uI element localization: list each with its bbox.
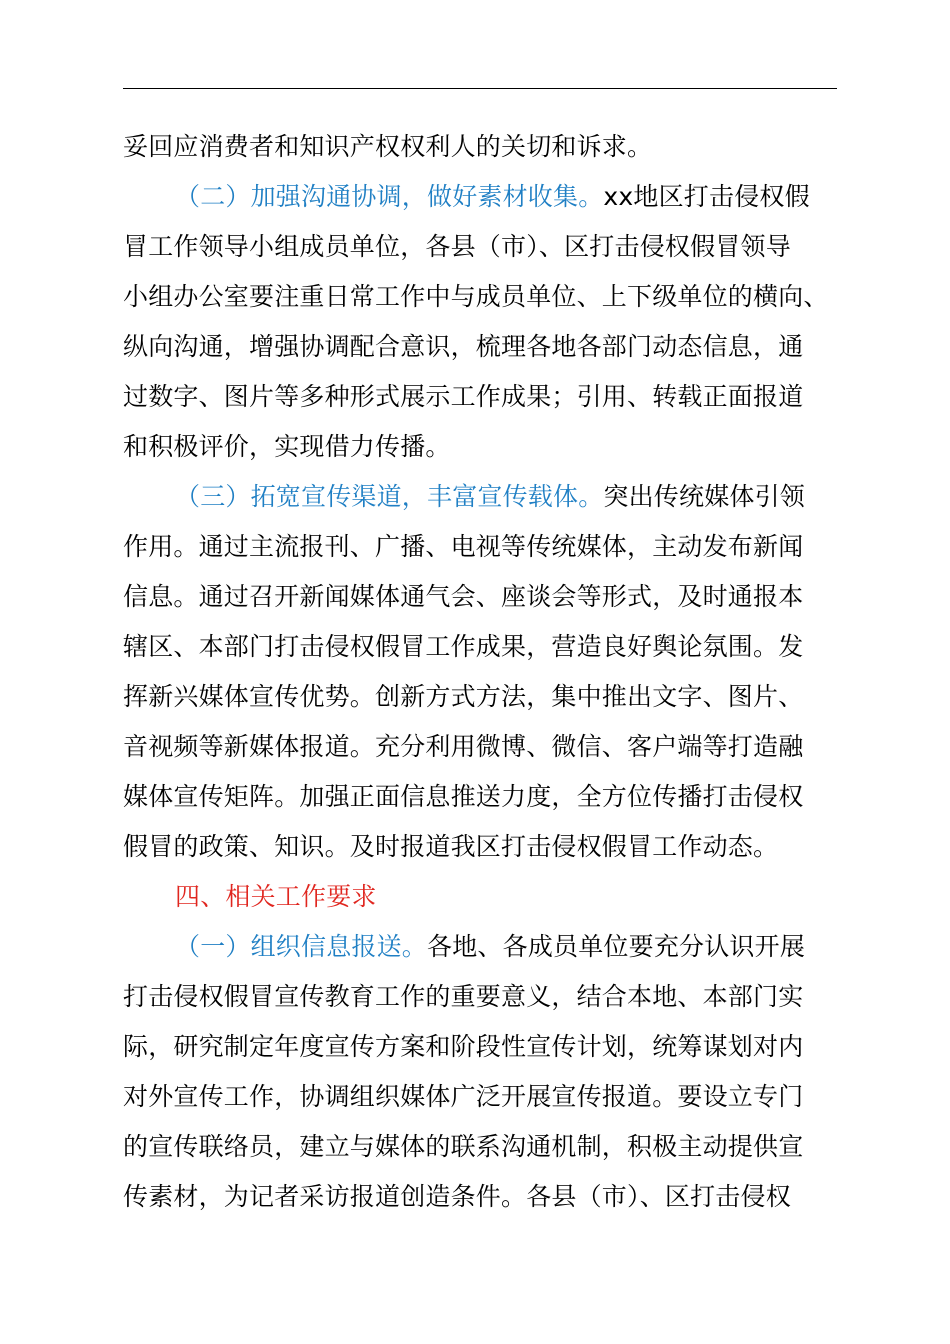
body-line [123, 572, 839, 622]
line-text: 辖区、本部门打击侵权假冒工作成果，营造良好舆论氛围。发 [123, 632, 804, 661]
line-text: 的宣传联络员，建立与媒体的联系沟通机制，积极主动提供宣 [123, 1132, 804, 1161]
line-text: 媒体宣传矩阵。加强正面信息推送力度，全方位传播打击侵权 [123, 782, 804, 811]
paragraph-line [123, 472, 839, 522]
body-line [123, 222, 839, 272]
body-line [123, 522, 839, 572]
body-line [123, 622, 839, 672]
line-text: 传素材，为记者采访报道创造条件。各县（市）、区打击侵权 [123, 1182, 791, 1211]
line-text: 和积极评价，实现借力传播。 [123, 432, 451, 461]
line-text: 际，研究制定年度宣传方案和阶段性宣传计划，统筹谋划对内 [123, 1032, 804, 1061]
body-line [123, 1022, 839, 1072]
body-line [123, 722, 839, 772]
document-body [123, 122, 839, 1222]
subheading: （三）拓宽宣传渠道，丰富宣传载体。 [175, 482, 604, 511]
line-text: 假冒的政策、知识。及时报道我区打击侵权假冒工作动态。 [123, 832, 779, 861]
subheading: （二）加强沟通协调，做好素材收集。 [175, 182, 604, 211]
line-text: 挥新兴媒体宣传优势。创新方式方法，集中推出文字、图片、 [123, 682, 804, 711]
body-line [123, 122, 839, 172]
line-text: 纵向沟通，增强协调配合意识，梳理各地各部门动态信息，通 [123, 332, 804, 361]
body-line [123, 1072, 839, 1122]
line-text: 冒工作领导小组成员单位，各县（市）、区打击侵权假冒领导 [123, 232, 791, 261]
line-text: 各地、各成员单位要充分认识开展 [427, 932, 806, 961]
subheading: （一）组织信息报送。 [175, 932, 428, 961]
body-line [123, 372, 839, 422]
paragraph-line [123, 172, 839, 222]
line-text: 作用。通过主流报刊、广播、电视等传统媒体，主动发布新闻 [123, 532, 804, 561]
line-text: 过数字、图片等多种形式展示工作成果；引用、转载正面报道 [123, 382, 804, 411]
line-text: 妥回应消费者和知识产权权利人的关切和诉求。 [123, 132, 653, 161]
body-line [123, 422, 839, 472]
line-text: 小组办公室要注重日常工作中与成员单位、上下级单位的横向、 [123, 282, 829, 311]
line-text: xx地区打击侵权假 [603, 182, 810, 211]
body-line [123, 972, 839, 1022]
body-line [123, 322, 839, 372]
section-heading-line [123, 872, 839, 922]
body-line [123, 672, 839, 722]
line-text: 突出传统媒体引领 [603, 482, 806, 511]
body-line [123, 272, 839, 322]
line-text: 音视频等新媒体报道。充分利用微博、微信、客户端等打造融 [123, 732, 804, 761]
line-text: 打击侵权假冒宣传教育工作的重要意义，结合本地、本部门实 [123, 982, 804, 1011]
body-line [123, 772, 839, 822]
body-line [123, 822, 839, 872]
header-rule [123, 88, 837, 89]
body-line [123, 1172, 839, 1222]
line-text: 信息。通过召开新闻媒体通气会、座谈会等形式，及时通报本 [123, 582, 804, 611]
section-heading: 四、相关工作要求 [175, 882, 377, 911]
line-text: 对外宣传工作，协调组织媒体广泛开展宣传报道。要设立专门 [123, 1082, 804, 1111]
body-line [123, 1122, 839, 1172]
paragraph-line [123, 922, 839, 972]
